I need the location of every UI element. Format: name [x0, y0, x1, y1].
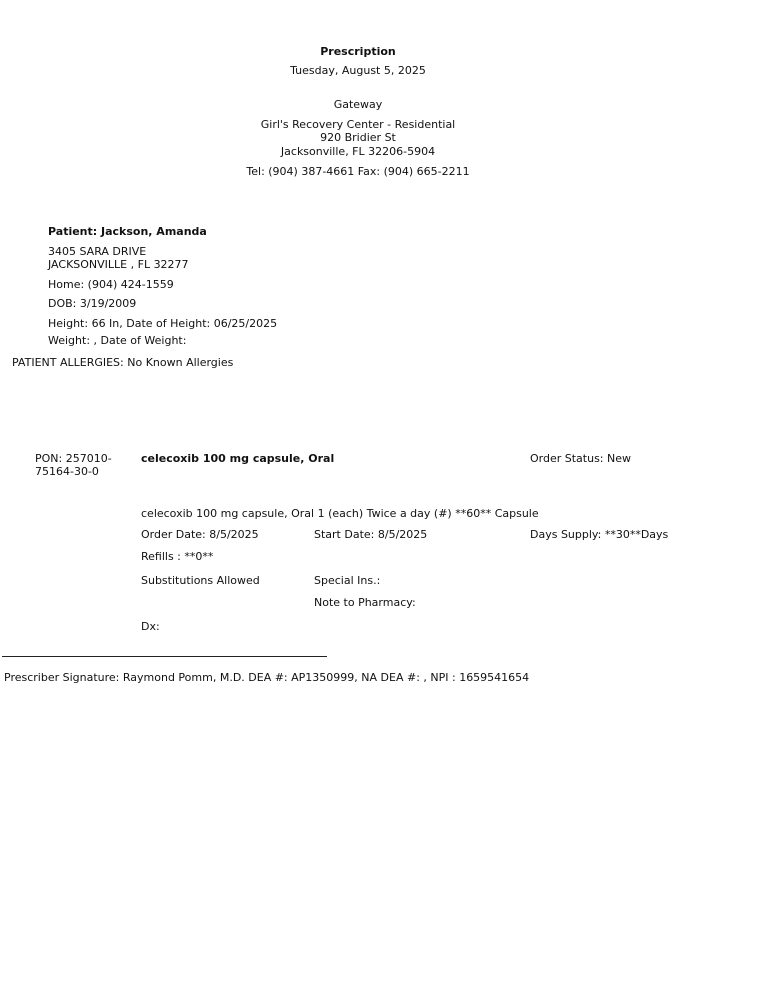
facility-name: Gateway — [333, 98, 383, 111]
start-date: Start Date: 8/5/2025 — [314, 528, 428, 541]
diagnosis: Dx: — [141, 620, 160, 633]
patient-name: Jackson, Amanda — [101, 225, 207, 238]
patient-allergies: PATIENT ALLERGIES: No Known Allergies — [12, 356, 234, 369]
facility-address-line1: 920 Bridier St — [320, 131, 396, 144]
order-status: Order Status: New — [530, 452, 632, 465]
substitutions: Substitutions Allowed — [141, 574, 260, 587]
patient-address-line2: JACKSONVILLE , FL 32277 — [48, 258, 189, 271]
facility-address-line2: Jacksonville, FL 32206-5904 — [280, 145, 436, 158]
prescriber-signature: Prescriber Signature: Raymond Pomm, M.D. DEA #: AP1350999, NA DEA #: , NPI : 1659541654 — [4, 671, 530, 684]
facility-unit: Girl's Recovery Center - Residential — [260, 118, 456, 131]
patient-height: Height: 66 In, Date of Height: 06/25/2025 — [48, 317, 278, 330]
drug-title: celecoxib 100 mg capsule, Oral — [141, 452, 335, 465]
document-title: Prescription — [320, 45, 396, 58]
patient-dob: DOB: 3/19/2009 — [48, 297, 137, 310]
refills: Refills : **0** — [141, 550, 214, 563]
patient-name-label: Patient: — [48, 225, 98, 238]
note-to-pharmacy: Note to Pharmacy: — [314, 596, 416, 609]
patient-address-line1: 3405 SARA DRIVE — [48, 245, 147, 258]
order-sig: celecoxib 100 mg capsule, Oral 1 (each) Twice a day (#) **60** Capsule — [141, 507, 539, 520]
facility-phone: Tel: (904) 387-4661 Fax: (904) 665-2211 — [246, 165, 470, 178]
patient-home-phone: Home: (904) 424-1559 — [48, 278, 174, 291]
order-pon: PON: 257010-75164-30-0 — [35, 452, 112, 478]
patient-name-row — [48, 225, 207, 238]
document-date: Tuesday, August 5, 2025 — [290, 64, 426, 77]
signature-line — [2, 656, 327, 657]
patient-weight: Weight: , Date of Weight: — [48, 334, 187, 347]
order-date: Order Date: 8/5/2025 — [141, 528, 259, 541]
days-supply: Days Supply: **30**Days — [530, 528, 669, 541]
special-instructions: Special Ins.: — [314, 574, 381, 587]
